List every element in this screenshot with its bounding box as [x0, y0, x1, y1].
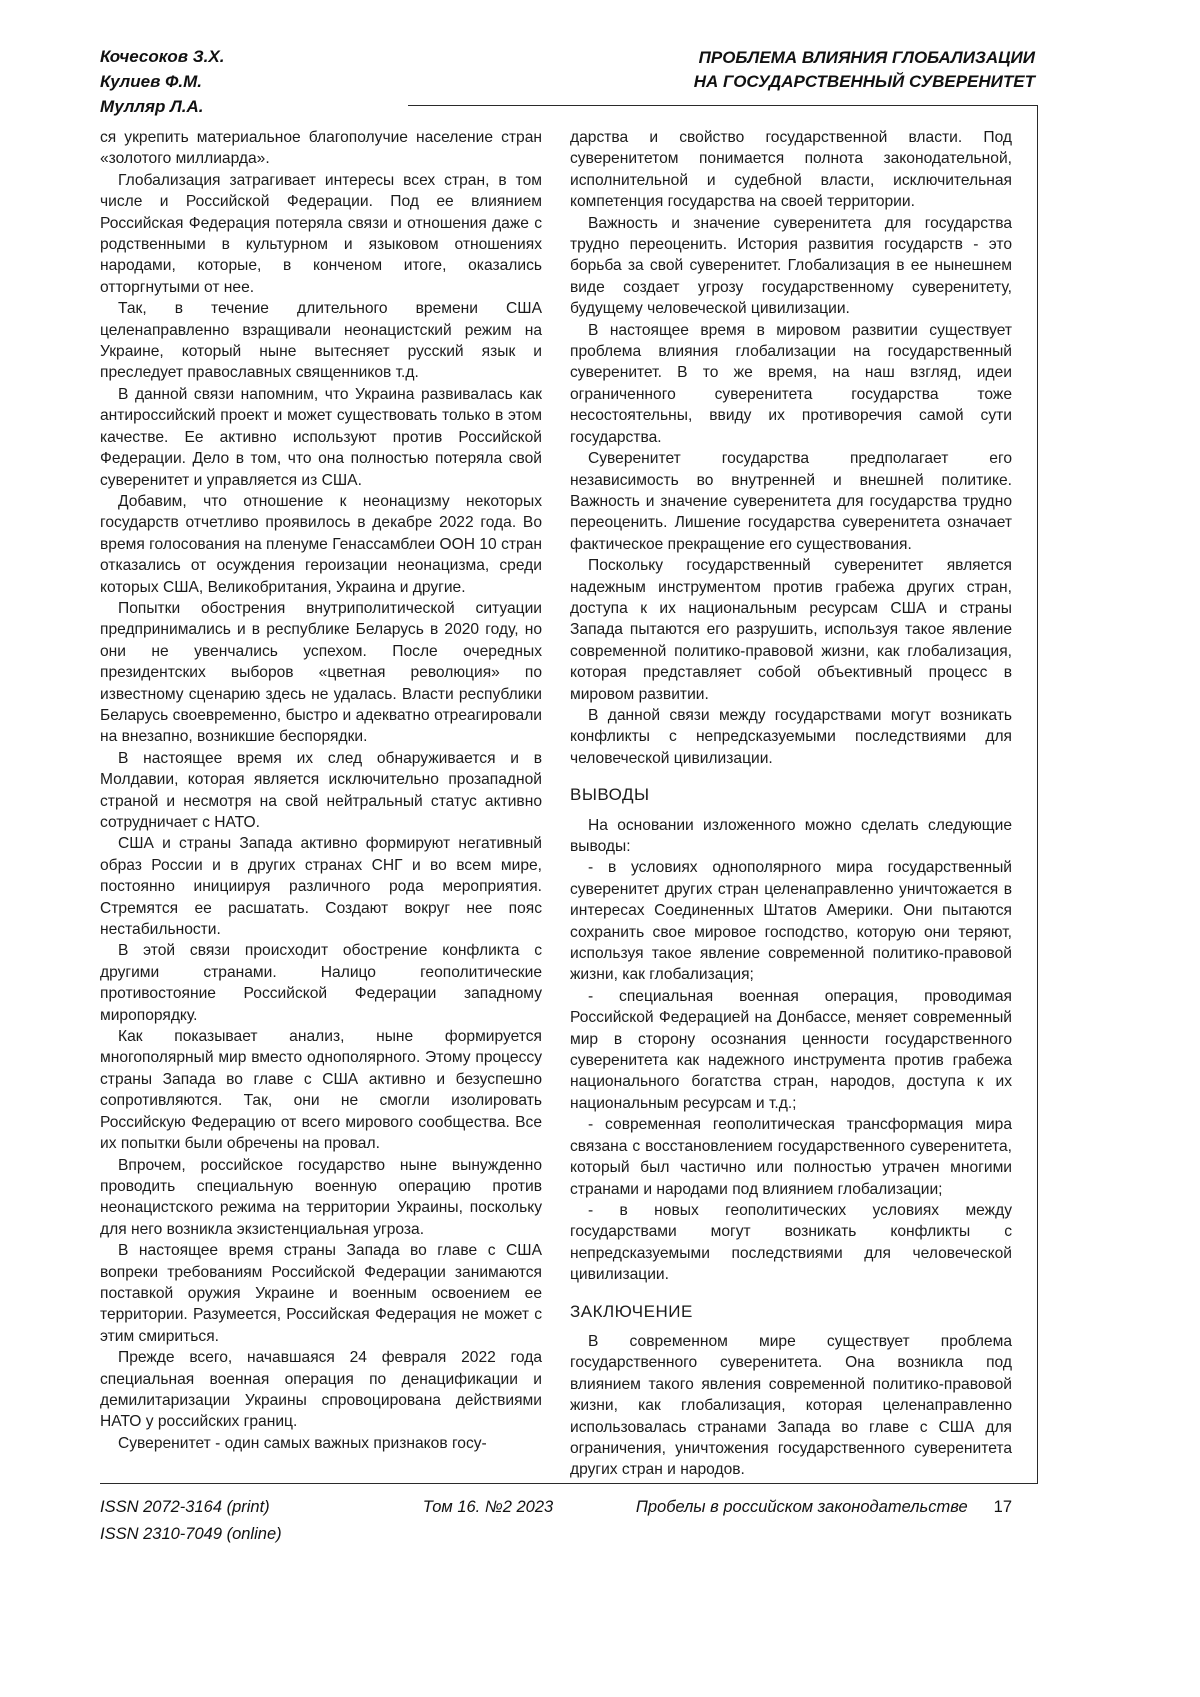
issn-online: ISSN 2310-7049 (online) — [100, 1525, 282, 1543]
page-footer — [100, 1494, 1012, 1548]
right-margin-rule — [1037, 105, 1038, 1483]
paragraph: Попытки обострения внутриполитической ситуации предпринимались и в республике Беларусь в 2020 году, но они не увенчались успехом. После очередных президентских выборов «цветная революция» по известному сценарию здесь не удалась. Власти республики Беларусь своевременно, быстро и адекватно отреагировали на внезапно, возникшие беспорядки. — [100, 599, 542, 746]
body-columns — [100, 127, 1012, 1481]
journal-title: Пробелы в российском законодательстве — [635, 1498, 968, 1516]
paragraph: На основании изложенного можно сделать следующие выводы: — [570, 816, 1012, 855]
article-title-line: НА ГОСУДАРСТВЕННЫЙ СУВЕРЕНИТЕТ — [693, 72, 1035, 91]
paragraph: В настоящее время их след обнаруживается и в Молдавии, которая является исключительно прозападной страной и несмотря на свой нейтральный статус активно сотрудничает с НАТО. — [100, 749, 542, 831]
article-title-line: ПРОБЛЕМА ВЛИЯНИЯ ГЛОБАЛИЗАЦИИ — [698, 48, 1035, 67]
paragraph: США и страны Запада активно формируют негативный образ России и в других странах СНГ и во всем мире, постоянно инициируя различного рода мероприятия. Стремятся ее расшатать. Создают вокруг нее пояс нестабильности. — [100, 835, 542, 939]
paragraph: В данной связи между государствами могут возникать конфликты с непредсказуемыми последствиями для человеческой цивилизации. — [570, 706, 1012, 767]
footer-rule — [100, 1483, 1038, 1484]
paragraph: В настоящее время в мировом развитии существует проблема влияния глобализации на государственный суверенитет. В то же время, на наш взгляд, идеи ограниченного суверенитета государства тоже несостоятельны, ввиду их противоречия самой сути государства. — [570, 321, 1012, 446]
section-heading: ЗАКЛЮЧЕНИЕ — [570, 1301, 693, 1321]
paragraph: В этой связи происходит обострение конфликта с другими странами. Налицо геополитические противостояние Российской Федерации западному миропорядку. — [100, 942, 542, 1024]
paragraph: - в условиях однополярного мира государственный суверенитет других стран целенаправленно уничтожается в интересах Соединенных Штатов Америки. Они пытаются сохранить свое мировое господство, которую они теряют, используя такое явление современной политико-правовой жизни, как глобализация; — [570, 859, 1012, 984]
paragraph: В настоящее время страны Запада во главе с США вопреки требованиям Российской Федерации занимаются поставкой оружия Украине и военным освоением ее территории. Разумеется, Российская Федерация не может с этим смириться. — [100, 1242, 542, 1345]
paragraph: В современном мире существует проблема государственного суверенитета. Она возникла под влиянием такого явления современной политико-правовой жизни, как глобализация, которая целенаправленно использовалась странами Запада во главе с США для ограничения, уничтожения государственного суверенитета других стран и народов. — [570, 1332, 1012, 1479]
paragraph: - современная геополитическая трансформация мира связана с восстановлением государственного суверенитета, который был частично или полностью утрачен многими странами и народами под влиянием глобализации; — [570, 1116, 1012, 1198]
page-number: 17 — [993, 1498, 1012, 1516]
paragraph: Суверенитет - один самых важных признаков госу- — [118, 1434, 487, 1452]
authors-block — [100, 44, 224, 119]
paragraph: Добавим, что отношение к неонацизму некоторых государств отчетливо проявилось в декабре 2022 года. Во время голосования на пленуме Генассамблеи ООН 10 стран отказались от осуждения героизации неонацизма, среди которых США, Великобритания, Украина и другие. — [100, 492, 542, 596]
paragraph: Важность и значение суверенитета для государства трудно переоценить. История развития государств - это борьба за свой суверенитет. Глобализация в ее нынешнем виде создает угрозу государственному суверенитету, будущему человеческой цивилизации. — [570, 214, 1012, 318]
paragraph: дарства и свойство государственной власти. Под суверенитетом понимается полнота законодательной, исполнительной и судебной власти, исключительная компетенция государства на своей территории. — [570, 129, 1012, 211]
author-name: Кочесоков З.Х. — [100, 47, 225, 66]
author-name: Кулиев Ф.М. — [100, 72, 202, 91]
issn-block — [100, 1494, 340, 1548]
article-title — [694, 46, 1035, 94]
paragraph: ся укрепить материальное благополучие население стран «золотого миллиарда». — [100, 129, 542, 168]
paragraph: Впрочем, российское государство ныне вынужденно проводить специальную военную операцию против неонацистского режима на территории Украины, поскольку для него возникла экзистенциальная угроза. — [100, 1156, 542, 1238]
paragraph: Суверенитет государства предполагает его независимость во внутренней и внешней политике. Важность и значение суверенитета для государства трудно переоценить. Лишение государства суверенитета означает фактическое прекращение его существования. — [570, 450, 1012, 553]
paragraph: Как показывает анализ, ныне формируется многополярный мир вместо однополярного. Этому процессу страны Запада во главе с США активно и безуспешно сопротивляются. Так, они не смогли изолировать Российскую Федерацию от всего мирового сообщества. Все их попытки были обречены на провал. — [100, 1028, 542, 1153]
journal-group — [636, 1494, 1012, 1521]
right-column — [570, 127, 1012, 1481]
paragraph: - специальная военная операция, проводимая Российской Федерацией на Донбассе, меняет современный мир в сторону осознания ценности государственного суверенитета как надежного инструмента против грабежа национального богатства стран, народов, доступа к их национальным ресурсам и т.д.; — [570, 987, 1012, 1112]
paragraph: Прежде всего, начавшаяся 24 февраля 2022 года специальная военная операция по денацификации и демилитаризации Украины спровоцирована действиями НАТО у российских границ. — [100, 1349, 542, 1431]
volume-info: Том 16. №2 2023 — [422, 1498, 554, 1516]
left-column — [100, 127, 542, 1481]
paragraph: Поскольку государственный суверенитет является надежным инструментом против грабежа других стран, доступа к их национальным ресурсам США и страны Запада пытаются его разрушить, используя такое явление современной политико-правовой жизни, как глобализация, которая представляет собой объективный процесс в мировом развитии. — [570, 557, 1012, 703]
issn-print: ISSN 2072-3164 (print) — [100, 1498, 270, 1516]
author-name: Мулляр Л.А. — [100, 97, 204, 116]
paragraph: Так, в течение длительного времени США целенаправленно взращивали неонацистский режим на Украине, который ныне вытесняет русский язык и преследует православных священников т.д. — [100, 300, 542, 382]
paragraph: - в новых геополитических условиях между государствами могут возникать конфликты с непредсказуемыми последствиями для человеческой цивилизации. — [570, 1201, 1012, 1284]
section-heading: ВЫВОДЫ — [570, 785, 650, 805]
header-rule — [408, 105, 1037, 106]
paragraph: В данной связи напомним, что Украина развивалась как антироссийский проект и может существовать только в этом качестве. Ее активно используют против Российской Федерации. Дело в том, что она полностью потеряла свой суверенитет и управляется из США. — [100, 385, 542, 489]
paragraph: Глобализация затрагивает интересы всех стран, в том числе и Российской Федерации. Под ее влиянием Российская Федерация потеряла связи и отношения даже с родственными в культурном и языковом отношениях народами, которые, в конченом итоге, оказались отторгнутыми от нее. — [100, 171, 542, 296]
